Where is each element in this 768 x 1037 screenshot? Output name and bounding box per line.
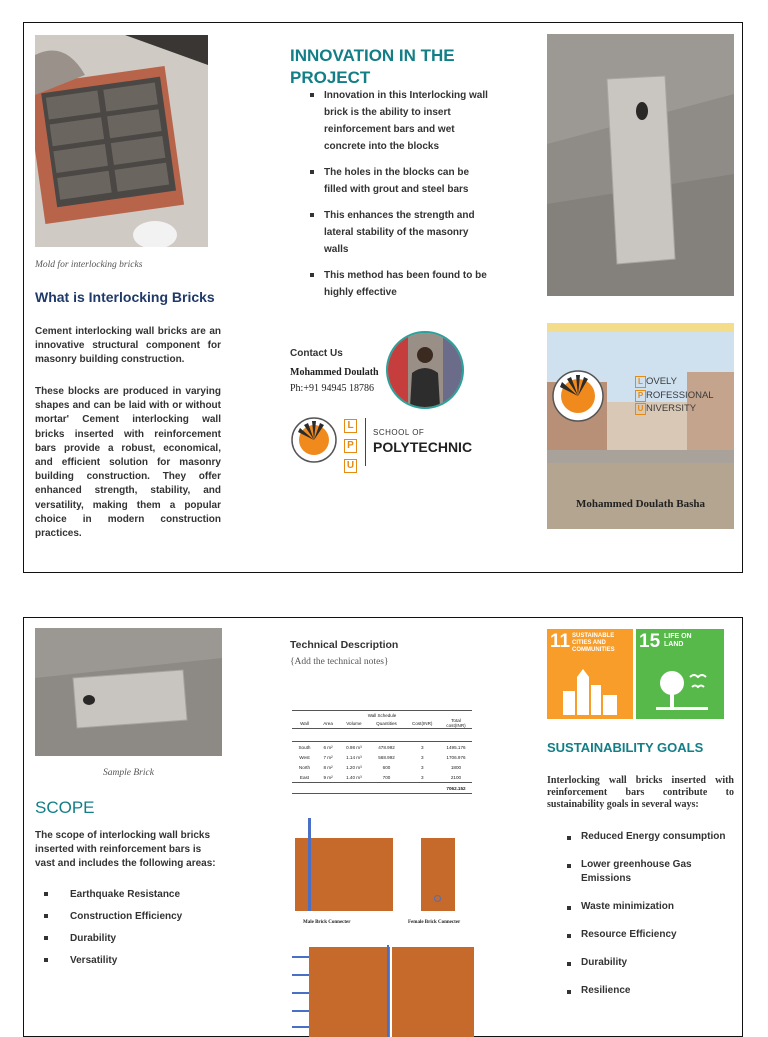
sustain-paragraph: Interlocking wall bricks inserted with reinforcement bars contribute to sustainability goals in several ways:	[547, 775, 734, 810]
innovation-point: This method has been found to be highly effective	[290, 267, 490, 301]
lpu-letter: P	[344, 439, 357, 453]
scope-paragraph: The scope of interlocking wall bricks inserted with reinforcement bars is vast and includes the following areas:	[35, 830, 216, 870]
mold-photo	[35, 35, 208, 247]
table-cell: 3	[420, 774, 424, 780]
lpu-letter: L	[635, 376, 646, 388]
sustain-point: Reduced Energy consumption	[547, 830, 734, 844]
university-word: ROFESSIONAL	[646, 389, 714, 401]
table-cell: 478.992	[378, 744, 395, 750]
tree-icon	[652, 669, 710, 718]
innovation-point: The holes in the blocks can be filled with grout and steel bars	[290, 164, 490, 198]
male-reinforcement-bar	[308, 818, 311, 911]
university-word: NIVERSITY	[646, 403, 697, 414]
sustain-point: Resilience	[547, 984, 734, 998]
horizontal-rebar	[292, 974, 309, 976]
table-cell: East	[299, 774, 310, 780]
table-header-cell: Cost(INR)	[412, 720, 433, 726]
table-cell: South	[298, 744, 311, 750]
contact-avatar	[386, 331, 464, 409]
innovation-point: This enhances the strength and lateral stability of the masonry walls	[290, 207, 490, 258]
what-heading: What is Interlocking Bricks	[35, 289, 215, 305]
table-row	[292, 772, 472, 783]
lpu-letter: P	[635, 390, 646, 402]
brochure-page-inside	[23, 617, 743, 1037]
polytechnic-label: POLYTECHNIC	[373, 439, 473, 455]
table-header-cell: Wall	[300, 720, 309, 726]
author-name: Mohammed Doulath Basha	[576, 498, 705, 510]
sustain-point: Lower greenhouse Gas Emissions	[547, 858, 734, 886]
innovation-list	[290, 87, 490, 301]
table-cell: 9 m²	[323, 774, 333, 780]
table-cell: 6 m²	[323, 744, 333, 750]
tech-heading: Technical Description	[290, 639, 399, 651]
table-cell: 1.20 m³	[346, 764, 362, 770]
sample-brick-photo	[35, 628, 222, 756]
female-socket-icon	[434, 895, 441, 902]
table-header-cell: Quantities	[376, 720, 397, 726]
vertical-rebar	[387, 945, 389, 1037]
table-row	[292, 752, 472, 762]
lpu-letters	[344, 415, 358, 473]
table-cell: 1800	[450, 764, 462, 770]
table-title: Wall Schedule	[292, 710, 472, 718]
brochure-page-outside	[23, 22, 743, 573]
lpu-letter: U	[344, 459, 357, 473]
lpu-letter: L	[344, 419, 357, 433]
author-banner	[547, 463, 734, 529]
table-cell: 2100	[450, 774, 462, 780]
lpu-cover-card	[547, 323, 734, 529]
table-header-row	[292, 718, 472, 729]
sdg11-tile	[547, 629, 633, 719]
mold-caption: Mold for interlocking bricks	[35, 260, 143, 270]
university-emblem-icon	[551, 369, 605, 428]
sdg15-text: LIFE ON LAND	[664, 633, 692, 648]
scope-point: Construction Efficiency	[24, 908, 224, 925]
table-grand-total: 7062.152	[446, 785, 466, 791]
table-cell: 7 m²	[323, 754, 333, 760]
sdg11-text: SUSTAINABLE CITIES AND COMMUNITIES	[572, 633, 615, 653]
table-cell: 600	[382, 764, 391, 770]
sdg15-tile	[636, 629, 724, 719]
table-cell: 700	[382, 774, 391, 780]
horizontal-rebar	[292, 1010, 309, 1012]
sdg11-number: 11	[550, 631, 571, 652]
scope-point: Versatility	[24, 952, 224, 969]
male-connector-label: Male Brick Connecter	[303, 920, 351, 925]
table-cell: 1706.976	[446, 754, 466, 760]
university-word: OVELY	[646, 376, 677, 387]
sustain-heading: SUSTAINABILITY GOALS	[547, 740, 704, 755]
innovation-heading: INNOVATION IN THE PROJECT	[290, 46, 455, 87]
table-cell: West	[299, 754, 310, 760]
table-total-row	[292, 783, 472, 794]
table-cell: 1.14 m³	[346, 754, 362, 760]
logo-divider	[365, 418, 366, 466]
wall-schedule-table	[292, 710, 472, 794]
scope-heading: SCOPE	[35, 798, 95, 817]
what-paragraph-2: These blocks are produced in varying shapes and can be laid with or without mortar' Cement interlocking wall bricks inserted with reinforcement bars provide a robust, economical, and efficient solution for masonry building construction. They offer enhanced strength, stability, and versatility, making them a popular choice in modern construction practices.	[35, 386, 221, 540]
brick-photo	[547, 34, 734, 296]
city-icon	[561, 669, 619, 720]
innovation-point: Innovation in this Interlocking wall brick is the ability to insert reinforcement bars and wet concrete into the blocks	[290, 87, 490, 155]
table-cell: 1495.176	[446, 744, 466, 750]
horizontal-rebar	[292, 1026, 309, 1028]
table-header-cell: Volume	[346, 720, 362, 726]
sustain-list	[547, 830, 734, 998]
table-row	[292, 762, 472, 772]
sustain-point: Resource Efficiency	[547, 928, 734, 942]
table-cell: 3	[420, 754, 424, 760]
tech-note: {Add the technical notes}	[290, 657, 389, 667]
horizontal-rebar	[292, 992, 309, 994]
table-row	[292, 742, 472, 753]
cover-top-strip	[547, 323, 734, 332]
horizontal-rebar	[292, 956, 309, 958]
scope-list	[24, 886, 224, 969]
table-cell: 8 m²	[323, 764, 333, 770]
table-header-cell: Total cost(INR)	[446, 718, 466, 728]
table-cell: 568.992	[378, 754, 395, 760]
contact-label: Contact Us	[290, 348, 343, 359]
table-cell: 3	[420, 764, 424, 770]
female-connector-label: Female Brick Connecter	[408, 920, 461, 925]
lpu-emblem-icon	[290, 416, 338, 469]
sdg15-number: 15	[639, 631, 661, 652]
sustain-point: Waste minimization	[547, 900, 734, 914]
lpu-letter: U	[635, 403, 646, 415]
scope-point: Earthquake Resistance	[24, 886, 224, 903]
table-header-cell: Area	[323, 720, 333, 726]
table-cell: North	[298, 764, 311, 770]
school-of-label: SCHOOL OF	[373, 428, 425, 437]
sample-caption: Sample Brick	[103, 768, 154, 778]
university-wordmark	[635, 375, 714, 416]
scope-point: Durability	[24, 930, 224, 947]
what-paragraph-1: Cement interlocking wall bricks are an innovative structural component for masonry building construction.	[35, 326, 221, 366]
table-cell: 1.40 m³	[346, 774, 362, 780]
contact-phone: Ph:+91 94945 18786	[290, 383, 374, 394]
table-cell: 0.98 m³	[346, 744, 362, 750]
sustain-point: Durability	[547, 956, 734, 970]
table-cell: 3	[420, 744, 424, 750]
contact-name: Mohammed Doulath	[290, 367, 379, 378]
